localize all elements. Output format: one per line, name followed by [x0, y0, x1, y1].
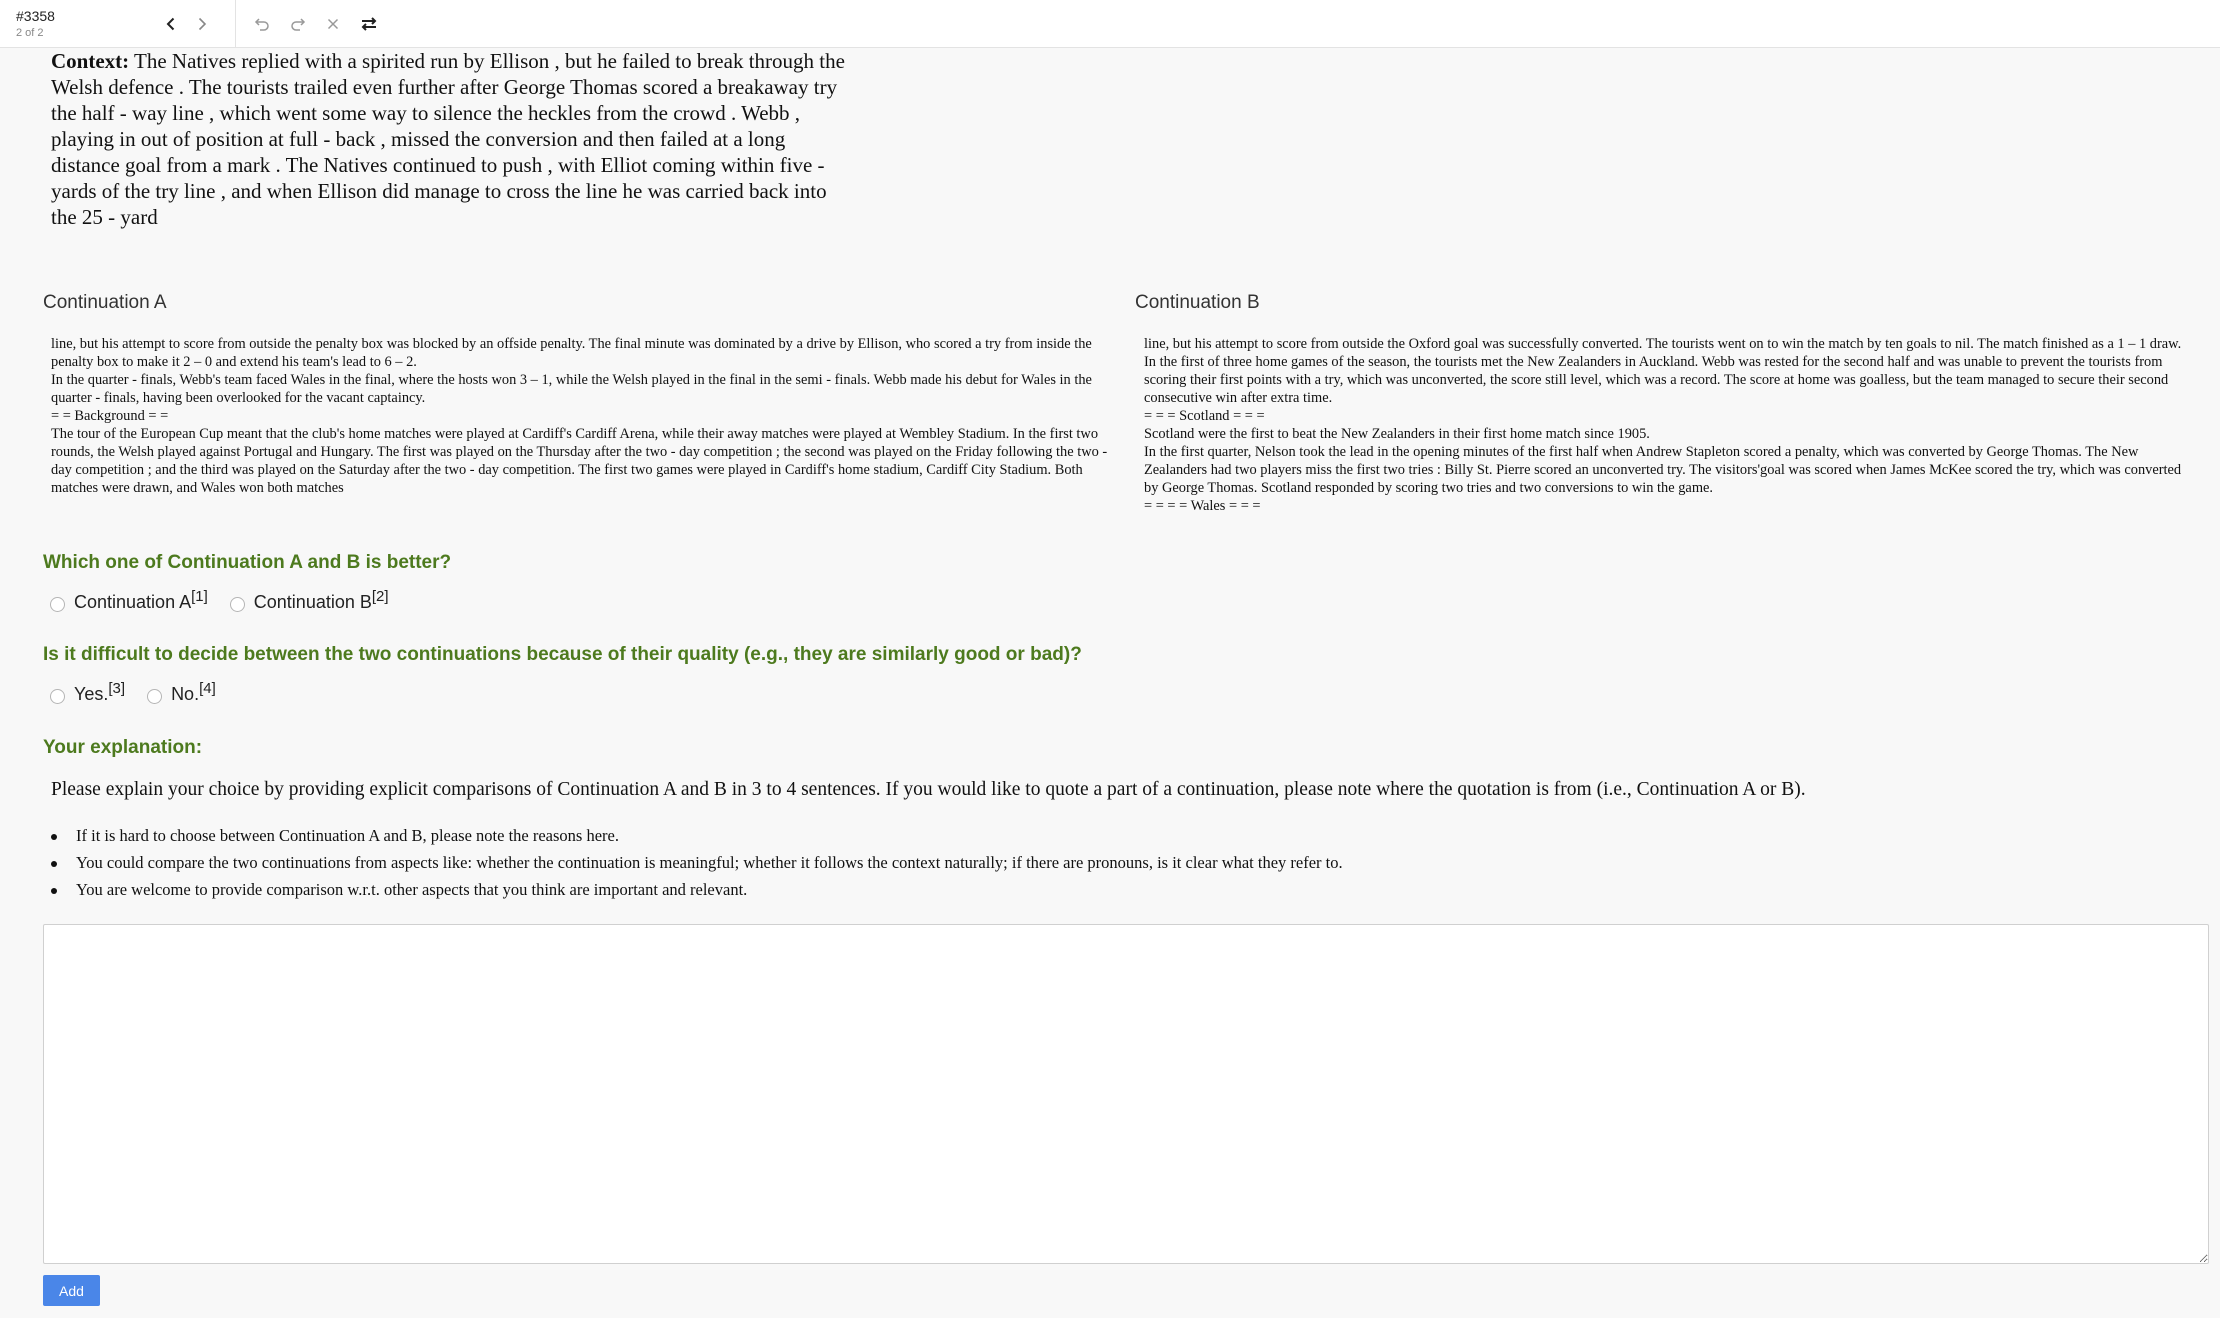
list-item: You could compare the two continuations from aspects like: whether the continuation is meaningful; whether it follows the context naturally; if there are pronouns, is it clear what they refer to. [51, 853, 1343, 880]
list-item: If it is hard to choose between Continuation A and B, please note the reasons here. [51, 826, 1343, 853]
redo-icon [289, 15, 307, 33]
radio-label: No.[4] [171, 680, 216, 704]
close-icon [325, 16, 341, 32]
radio-continuation-a[interactable] [50, 588, 208, 613]
radio-button[interactable] [50, 597, 65, 612]
task-id: #3358 [16, 8, 55, 24]
guideline-list [51, 826, 1343, 907]
continuation-b-body [1144, 335, 2199, 515]
continuation-b-paragraph: line, but his attempt to score from outside the Oxford goal was successfully converted. The tourists went on to win the match by ten goals to nil. The match finished as a 1 – 1 draw. [1144, 336, 2182, 352]
bullet-icon [51, 888, 57, 894]
context-text [51, 48, 851, 230]
context-body: The Natives replied with a spirited run by Ellison , but he failed to break through the Welsh defence . The tourists trailed even further after George Thomas scored a breakaway try the half - way line , which went some way to silence the heckles from the crowd . Webb , playing in out of position at full - back , missed the conversion and then failed at a long distance goal from a mark . The Natives continued to push , with Elliot coming within five - yards of the try line , and when Ellison did manage to cross the line he was carried back into the 25 - yard [51, 49, 845, 229]
previous-task-button[interactable] [156, 9, 186, 39]
bullet-icon [51, 861, 57, 867]
context-label: Context: [51, 49, 130, 73]
radio-no[interactable] [147, 680, 216, 705]
radio-button[interactable] [50, 689, 65, 704]
chevron-left-icon [163, 16, 179, 32]
continuation-b-paragraph: In the first of three home games of the season, the tourists met the New Zealanders in Auckland. Webb was rested for the second half and was unable to prevent the tourists from scoring their first points with a try, which was unconverted, the score still level, which was a record. The score at home was goalless, but the team managed to secure their second consecutive win after extra time. [1144, 354, 2169, 406]
continuation-a-paragraph: line, but his attempt to score from outside the penalty box was blocked by an offside penalty. The final minute was dominated by a drive by Ellison, who scored a try from inside the penalty box to make it 2 – 0 and extend his team's lead to 6 – 2. [51, 336, 1092, 370]
toolbar-divider [235, 0, 236, 48]
difficulty-choice-group [50, 680, 238, 705]
radio-label: Continuation A[1] [74, 588, 208, 612]
undo-button[interactable] [247, 9, 277, 39]
question-difficulty: Is it difficult to decide between the two continuations because of their quality (e.g., they are similarly good or bad)? [43, 644, 1082, 665]
undo-icon [253, 15, 271, 33]
chevron-right-icon [194, 16, 210, 32]
question-better: Which one of Continuation A and B is better? [43, 552, 452, 573]
redo-button[interactable] [283, 9, 313, 39]
radio-yes[interactable] [50, 680, 126, 705]
continuation-b-title: Continuation B [1135, 292, 1260, 313]
continuation-a-paragraph: The tour of the European Cup meant that the club's home matches were played at Cardiff's Cardiff Arena, while their away matches were played at Wembley Stadium. In the first two rounds, the Welsh played against Portugal and Hungary. The first was played on the Thursday after the two - day competition ; the second was played on the Friday following the two - day competition ; and the third was played on the Saturday after the two - day competition. The first two games were played in Cardiff's home stadium, Cardiff City Stadium. Both matches were drawn, and Wales won both matches [51, 426, 1108, 496]
list-item: You are welcome to provide comparison w.r.t. other aspects that you think are important and relevant. [51, 880, 1343, 907]
hotkey-hint: [2] [371, 588, 389, 605]
radio-label: Yes.[3] [74, 680, 126, 704]
continuation-a-body [51, 335, 1116, 497]
swap-button[interactable] [354, 9, 384, 39]
explanation-textarea[interactable] [43, 924, 2209, 1264]
continuation-b-paragraph: In the first quarter, Nelson took the lead in the opening minutes of the first half when Andrew Stapleton scored a penalty, which was converted by George Thomas. The New Zealanders had two players miss the first two tries : Billy St. Pierre scored an unconverted try. The visitors'goal was scored when James McKee scored the try, which was converted by George Thomas. Scotland responded by scoring two tries and two conversions to win the game. [1144, 444, 2182, 496]
radio-continuation-b[interactable] [230, 588, 389, 613]
hotkey-hint: [1] [191, 588, 208, 605]
explanation-instruction: Please explain your choice by providing explicit comparisons of Continuation A and B in 3 to 4 sentences. If you would like to quote a part of a continuation, please note where the quotation is from (i.e., Continuation A or B). [51, 779, 1806, 800]
clear-button[interactable] [318, 9, 348, 39]
hotkey-hint: [4] [199, 680, 216, 697]
better-choice-group [50, 588, 411, 613]
hotkey-hint: [3] [108, 680, 126, 697]
radio-button[interactable] [147, 689, 162, 704]
swap-icon [359, 14, 379, 34]
radio-button[interactable] [230, 597, 245, 612]
bullet-icon [51, 834, 57, 840]
top-toolbar [0, 0, 2220, 48]
continuation-b-paragraph: = = = = Wales = = = [1144, 498, 1261, 514]
next-task-button[interactable] [187, 9, 217, 39]
continuation-b-paragraph: = = = Scotland = = = [1144, 408, 1265, 424]
continuation-a-paragraph: In the quarter - finals, Webb's team faced Wales in the final, where the hosts won 3 – 1, while the Welsh played in the final in the semi - finals. Webb made his debut for Wales in the quarter - finals, having been overlooked for the vacant captaincy. [51, 372, 1092, 406]
continuation-b-paragraph: Scotland were the first to beat the New Zealanders in their first home match since 1905. [1144, 426, 1650, 442]
task-progress: 2 of 2 [16, 27, 44, 39]
add-button[interactable]: Add [43, 1275, 100, 1306]
explanation-heading: Your explanation: [43, 737, 203, 758]
continuation-a-paragraph: = = Background = = [51, 408, 169, 424]
radio-label: Continuation B[2] [253, 588, 389, 612]
continuation-a-title: Continuation A [43, 292, 167, 313]
